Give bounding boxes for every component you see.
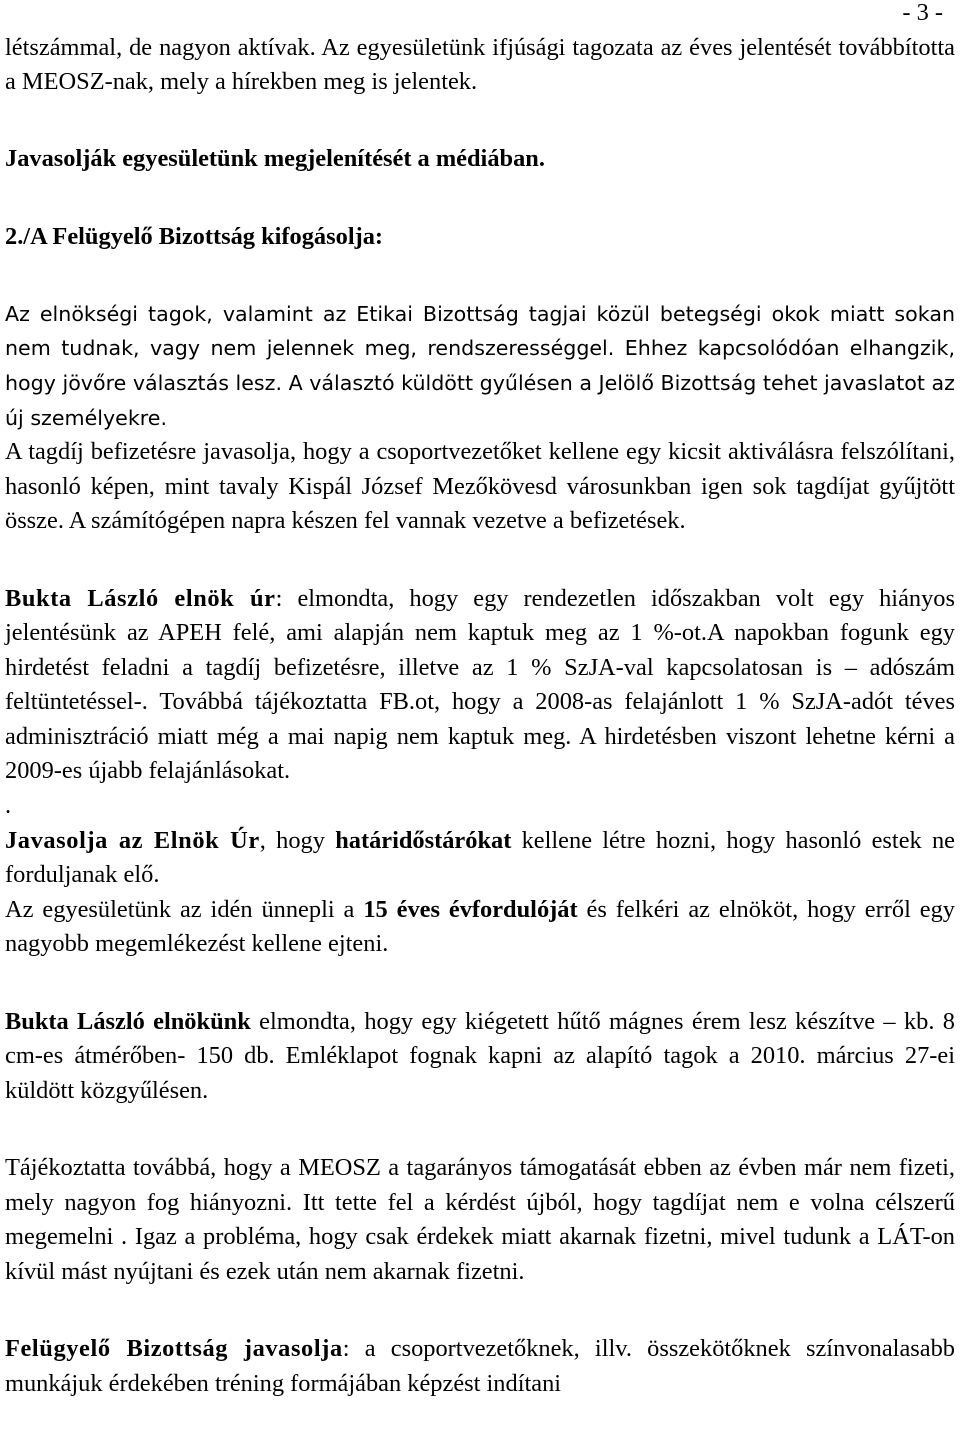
paragraph-anniversary: Az egyesületünk az idén ünnepli a 15 éves évfordulóját és felkéri az elnököt, hogy erről egy nagyobb megemlékezést kellene ejteni. bbox=[5, 895, 955, 958]
paragraph-meosz-support: Tájékoztatta továbbá, hogy a MEOSZ a tagarányos támogatását ebben az évben már nem fizeti, mely nagyon fog hiányozni. Itt tette fel a kérdést újból, hogy tagdíjat nem e volna célszerű megemelni . Igaz a probléma, hogy csak érdekek miatt akarnak fizetni, mivel tudunk a LÁT-on kívül mást nyújtani és ezek után nem akarnak fizetni. bbox=[5, 1154, 955, 1285]
paragraph-medal: Bukta László elnökünk elmondta, hogy egy kiégetett hűtő mágnes érem lesz készítve – kb. 8 cm-es átmérőben- 150 db. Emléklapot fognak kapni az alapító tagok a 2010. március 27-ei küldött közgyűlésen. bbox=[5, 1007, 955, 1104]
page-number: - 3 - bbox=[902, 0, 943, 26]
paragraph-media-recommendation: Javasolják egyesületünk megjelenítését a médiában. bbox=[5, 145, 545, 173]
paragraph-deadline-recommendation: Javasolja az Elnök Úr, hogy határidőstárókat kellene létre hozni, hogy hasonló estek ne forduljanak elő. bbox=[5, 826, 955, 889]
paragraph-president-report: Bukta László elnök úr: elmondta, hogy egy rendezetlen időszakban volt egy hiányos jelentésünk az APEH felé, ami alapján nem kaptuk meg az 1 %-ot.A napokban fogunk egy hirdetést feladni a tagdíj befizetésre, illetve az 1 % SzJA-val kapcsolatosan is – adószám feltüntetéssel-. Továbbá tájékoztatta FB.ot, hogy a 2008-as felajánlott 1 % SzJA-adót téves adminisztráció miatt még a mai napig nem kaptuk meg. A hirdetésben viszont lehetne kérni a 2009-es újabb felajánlásokat. bbox=[5, 584, 955, 785]
paragraph-intro: létszámmal, de nagyon aktívak. Az egyesületünk ifjúsági tagozata az éves jelentését továbbította a MEOSZ-nak, mely a hírekben meg is jelentek. bbox=[5, 33, 955, 96]
section-heading-supervisory: 2./A Felügyelő Bizottság kifogásolja: bbox=[5, 222, 384, 250]
paragraph-membership-fee: A tagdíj befizetésre javasolja, hogy a csoportvezetőket kellene egy kicsit aktiválásra felszólítani, hasonló képen, mint tavaly Kispál József Mezőkövesd városunkban igen sok tagdíjat gyűjtött össze. A számítógépen napra készen fel vannak vezetve a befizetések. bbox=[5, 438, 955, 535]
paragraph-training-recommendation: Felügyelő Bizottság javasolja: a csoportvezetőknek, illv. összekötőknek színvonalasabb munkájuk érdekében tréning formájában képzést indítani bbox=[5, 1334, 955, 1397]
paragraph-board-attendance: Az elnökségi tagok, valamint az Etikai Bizottság tagjai közül betegségi okok miatt sokan nem tudnak, vagy nem jelennek meg, rendszerességgel. Ehhez kapcsolódóan elhangzik, hogy jövőre választás lesz. A választó küldött gyűlésen a Jelölő Bizottság tehet javaslatot az új személyekre. bbox=[5, 301, 955, 430]
paragraph-dot: . bbox=[5, 792, 12, 820]
document-page bbox=[5, 0, 955, 1401]
